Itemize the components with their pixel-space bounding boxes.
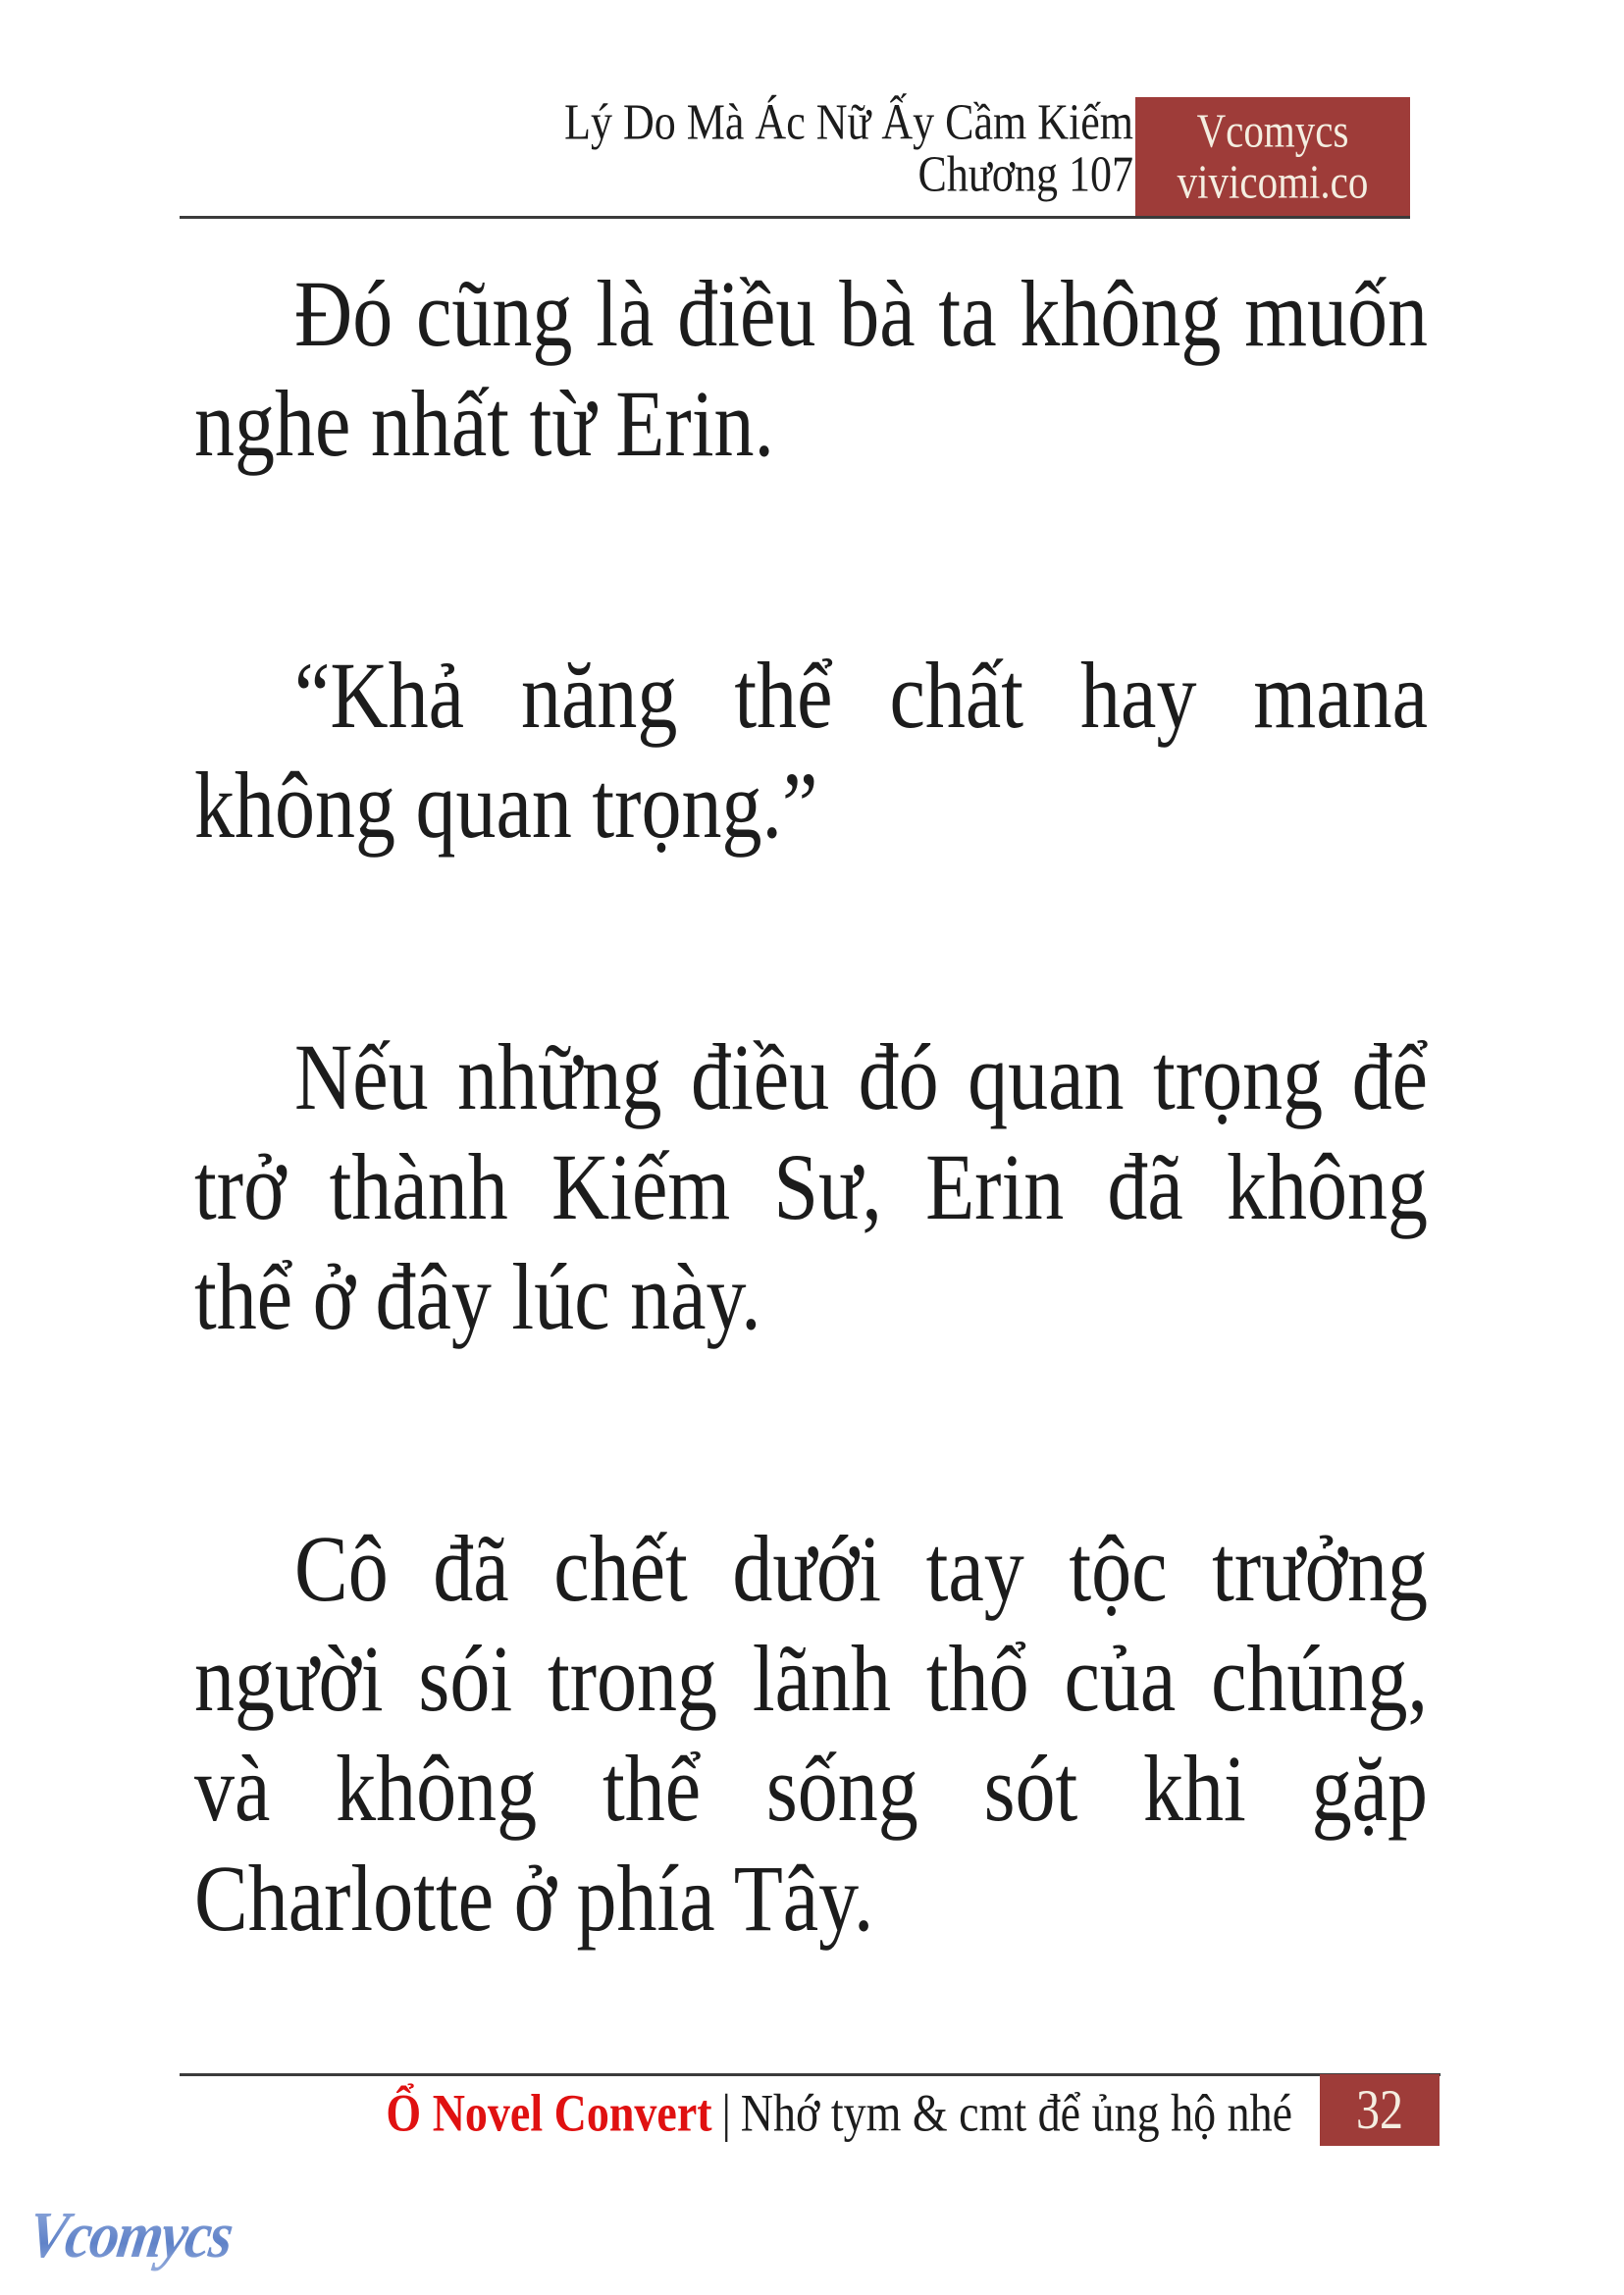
paragraph (194, 1514, 1428, 1954)
footer-text-line (386, 2081, 1292, 2146)
body-text (194, 259, 1428, 1954)
brand-name: Vcomycs (1196, 103, 1349, 158)
brand-box (1135, 97, 1410, 219)
paragraph-line: trở thành Kiếm Sư, Erin đã không (194, 1133, 1428, 1240)
footer-brand: Ổ Novel Convert (386, 2083, 712, 2143)
paragraph-line: Charlotte ở phía Tây. (194, 1845, 874, 1952)
paragraph (194, 641, 1428, 861)
book-title: Lý Do Mà Ác Nữ Ấy Cầm Kiếm (564, 93, 1133, 151)
paragraph-line: Đó cũng là điều bà ta không muốn (294, 260, 1428, 367)
paragraph-line: không quan trọng.” (194, 752, 818, 859)
paragraph-line: thể ở đây lúc này. (194, 1243, 761, 1350)
footer (386, 2083, 1292, 2143)
vcomycs-logo: Vcomycs (24, 2198, 236, 2273)
page-number-badge (1320, 2074, 1440, 2146)
page-number: 32 (1356, 2079, 1403, 2141)
paragraph (194, 259, 1428, 479)
paragraph-line: Cô đã chết dưới tay tộc trưởng (294, 1515, 1428, 1622)
footer-rule (180, 2073, 1441, 2076)
paragraph-line: nghe nhất từ Erin. (194, 370, 774, 477)
paragraph-line: “Khả năng thể chất hay mana (294, 642, 1428, 749)
paragraph-line: người sói trong lãnh thổ của chúng, (194, 1625, 1428, 1732)
header (564, 93, 1133, 203)
paragraph (194, 1022, 1428, 1352)
footer-separator: | (721, 2083, 731, 2143)
paragraph-line: và không thể sống sót khi gặp (194, 1735, 1428, 1842)
paragraph-line: Nếu những điều đó quan trọng để (294, 1023, 1428, 1130)
brand-site: vivicomi.co (1177, 154, 1369, 209)
header-rule (180, 216, 1410, 219)
footer-note: Nhớ tym & cmt để ủng hộ nhé (740, 2083, 1292, 2143)
chapter-label: Chương 107 (917, 145, 1133, 203)
